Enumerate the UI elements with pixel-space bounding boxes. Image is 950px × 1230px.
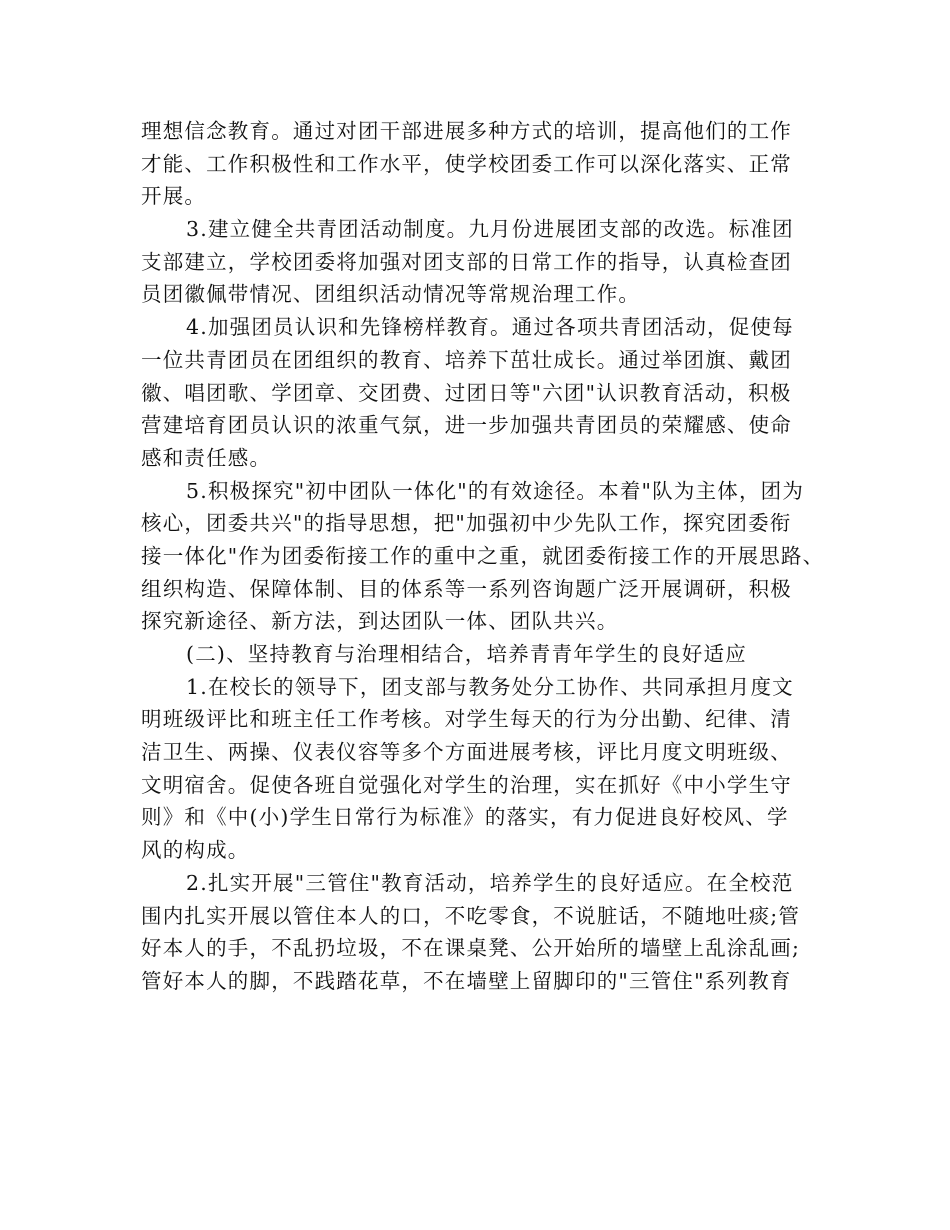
text-line: 营建培育团员认识的浓重气氛，进一步加强共青团员的荣耀感、使命 <box>141 413 792 438</box>
text-line: 开展。 <box>141 184 207 209</box>
text-line: 核心，团委共兴"的指导思想，把"加强初中少先队工作，探究团委衔 <box>141 511 792 536</box>
text-line: 员团徽佩带情况、团组织活动情况等常规治理工作。 <box>141 282 641 307</box>
text-line: 风的构成。 <box>141 838 250 863</box>
text-line: 感和责任感。 <box>141 445 272 470</box>
paragraph-start-line: 3.建立健全共青团活动制度。九月份进展团支部的改选。标准团 <box>186 217 794 242</box>
text-line: 理想信念教育。通过对团干部进展多种方式的培训，提高他们的工作 <box>141 119 792 143</box>
text-line: 管好本人的脚，不践踏花草，不在墙壁上留脚印的"三管住"系列教育 <box>141 968 792 993</box>
document-body <box>141 115 825 998</box>
paragraph-start-line: 2.扎实开展"三管住"教育活动，培养学生的良好适应。在全校范 <box>186 870 794 895</box>
text-line: 洁卫生、两操、仪表仪容等多个方面进展考核，评比月度文明班级、 <box>141 740 792 765</box>
text-line: 文明宿舍。促使各班自觉强化对学生的治理，实在抓好《中小学生守 <box>141 772 792 797</box>
text-line: 好本人的手，不乱扔垃圾，不在课桌凳、公开始所的墙壁上乱涂乱画; <box>141 936 801 961</box>
text-line: 围内扎实开展以管住本人的口，不吃零食，不说脏话，不随地吐痰;管 <box>141 903 801 928</box>
text-line: 探究新途径、新方法，到达团队一体、团队共兴。 <box>141 609 619 634</box>
section-heading: (二)、坚持教育与治理相结合，培养青青年学生的良好适应 <box>186 642 747 666</box>
text-line: 一位共青团员在团组织的教育、培养下茁壮成长。通过举团旗、戴团 <box>141 347 792 372</box>
paragraph-start-line: 4.加强团员认识和先锋榜样教育。通过各项共青团活动，促使每 <box>186 315 794 340</box>
text-line: 则》和《中(小)学生日常行为标准》的落实，有力促进良好校风、学 <box>141 805 789 830</box>
text-line: 徽、唱团歌、学团章、交团费、过团日等"六团"认识教育活动，积极 <box>141 380 792 405</box>
text-line: 明班级评比和班主任工作考核。对学生每天的行为分出勤、纪律、清 <box>141 707 792 732</box>
text-line: 组织构造、保障体制、目的体系等一系列咨询题广泛开展调研，积极 <box>141 576 792 601</box>
text-line: 支部建立，学校团委将加强对团支部的日常工作的指导，认真检查团 <box>141 249 792 274</box>
text-line: 接一体化"作为团委衔接工作的重中之重，就团委衔接工作的开展思路、 <box>141 543 825 568</box>
paragraph-start-line: 5.积极探究"初中团队一体化"的有效途径。本着"队为主体，团为 <box>186 478 805 503</box>
paragraph-start-line: 1.在校长的领导下，团支部与教务处分工协作、共同承担月度文 <box>186 674 794 699</box>
text-line: 才能、工作积极性和工作水平，使学校团委工作可以深化落实、正常 <box>141 151 792 176</box>
